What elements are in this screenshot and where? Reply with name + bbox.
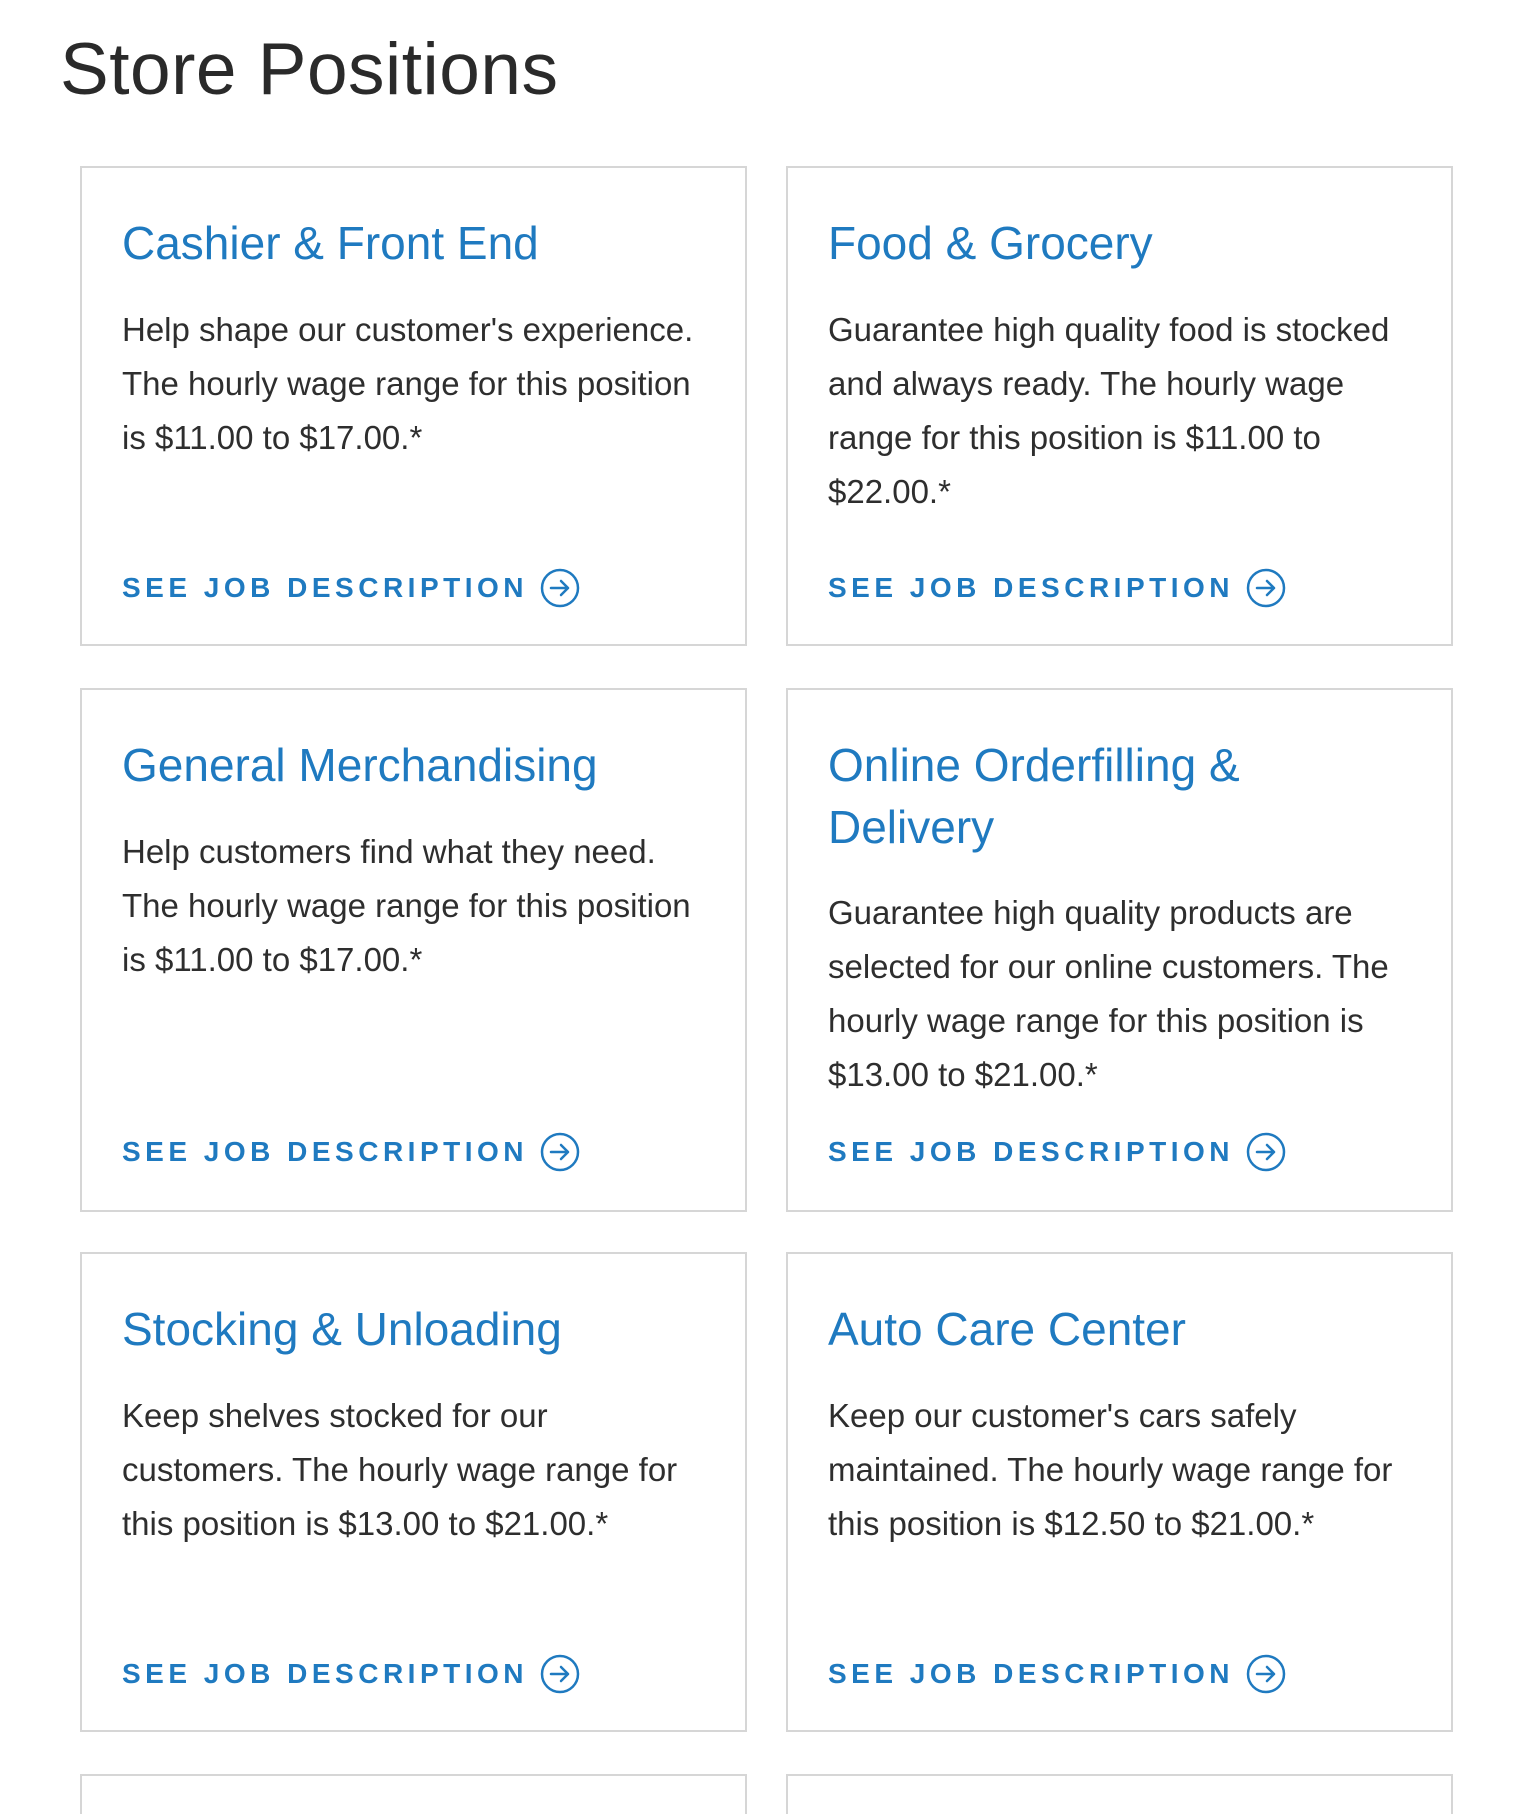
card-description: Guarantee high quality products are selected for our online customers. The hourly wage range for this position is $13.00 to $21.00.* (828, 894, 1389, 1093)
card-title: Online Orderfilling & Delivery (828, 739, 1240, 853)
card-description: Guarantee high quality food is stocked and always ready. The hourly wage range for this position is $11.00 to $22.00.* (828, 311, 1390, 510)
job-card-online-orderfilling-delivery (786, 688, 1453, 1212)
job-card-general-merchandising (80, 688, 747, 1212)
see-job-description-link[interactable] (828, 568, 1286, 608)
job-card-partial (80, 1774, 747, 1814)
see-job-description-link[interactable] (828, 1132, 1286, 1172)
link-label: SEE JOB DESCRIPTION (828, 572, 1235, 603)
card-title: Auto Care Center (828, 1303, 1186, 1355)
link-label: SEE JOB DESCRIPTION (122, 572, 529, 603)
see-job-description-link[interactable] (828, 1654, 1286, 1694)
arrow-circle-right-icon (1246, 568, 1286, 608)
job-card-cashier-front-end (80, 166, 747, 646)
job-card-auto-care-center (786, 1252, 1453, 1732)
link-label: SEE JOB DESCRIPTION (828, 1658, 1235, 1689)
link-label: SEE JOB DESCRIPTION (828, 1136, 1235, 1167)
card-title: Cashier & Front End (122, 217, 539, 269)
card-description: Keep our customer's cars safely maintained. The hourly wage range for this position is $12.50 to $21.00.* (828, 1397, 1393, 1542)
arrow-circle-right-icon (540, 568, 580, 608)
card-title: Stocking & Unloading (122, 1303, 562, 1355)
card-description: Help customers find what they need. The hourly wage range for this position is $11.00 to $17.00.* (122, 833, 691, 978)
arrow-circle-right-icon (1246, 1132, 1286, 1172)
see-job-description-link[interactable] (122, 568, 580, 608)
job-card-food-grocery (786, 166, 1453, 646)
link-label: SEE JOB DESCRIPTION (122, 1658, 529, 1689)
arrow-circle-right-icon (540, 1132, 580, 1172)
see-job-description-link[interactable] (122, 1654, 580, 1694)
card-title: General Merchandising (122, 739, 598, 791)
job-card-stocking-unloading (80, 1252, 747, 1732)
arrow-circle-right-icon (1246, 1654, 1286, 1694)
card-description: Help shape our customer's experience. The hourly wage range for this position is $11.00 to $17.00.* (122, 311, 694, 456)
page-title: Store Positions (60, 29, 559, 110)
link-label: SEE JOB DESCRIPTION (122, 1136, 529, 1167)
card-description: Keep shelves stocked for our customers. The hourly wage range for this position is $13.00 to $21.00.* (122, 1397, 678, 1542)
see-job-description-link[interactable] (122, 1132, 580, 1172)
job-card-partial (786, 1774, 1453, 1814)
card-title: Food & Grocery (828, 217, 1153, 269)
arrow-circle-right-icon (540, 1654, 580, 1694)
